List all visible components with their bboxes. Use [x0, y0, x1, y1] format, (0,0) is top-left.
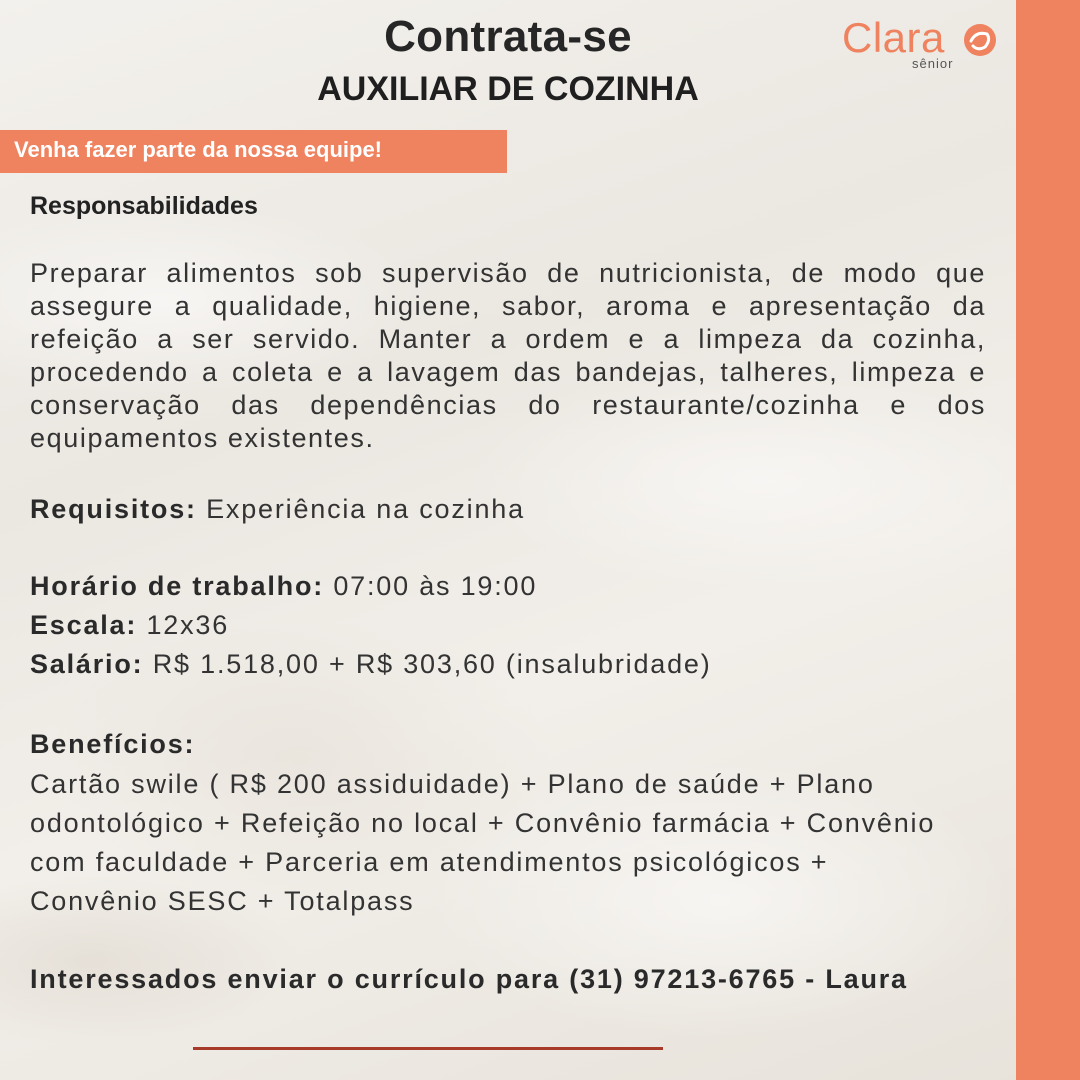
requirements-line [30, 494, 986, 525]
shift-line [30, 610, 986, 641]
benefits-heading: Benefícios: [30, 729, 196, 759]
logo-heart-icon [960, 20, 1000, 60]
responsibilities-text: Preparar alimentos sob supervisão de nutricionista, de modo que assegure a qualidade, higiene, sabor, aroma e apresentação da refeição a ser servido. Manter a ordem e a limpeza da cozinha, procedendo a coleta e a lavagem das bandejas, talheres, limpeza e conservação das dependências do restaurante/cozinha e dos equipamentos existentes. [30, 258, 986, 453]
contact-info: Interessados enviar o currículo para (31) 97213-6765 - Laura [30, 964, 908, 994]
responsibilities-heading: Responsabilidades [30, 192, 258, 220]
benefits-text: Cartão swile ( R$ 200 assiduidade) + Plano de saúde + Plano odontológico + Refeição no local + Convênio farmácia + Convênio com faculdade + Parceria em atendimentos psicológicos + Convênio SESC + Totalpass [30, 769, 936, 916]
logo-wordmark: Clara [842, 14, 945, 61]
shift-label: Escala: [30, 610, 138, 640]
invite-banner: Venha fazer parte da nossa equipe! [0, 130, 507, 173]
requirements-value: Experiência na cozinha [196, 494, 525, 524]
salary-line [30, 649, 986, 680]
logo-subtitle: sênior [912, 56, 954, 71]
schedule-line [30, 571, 986, 602]
requirements-label: Requisitos: [30, 494, 197, 524]
salary-value: R$ 1.518,00 + R$ 303,60 (insalubridade) [143, 649, 712, 679]
schedule-value: 07:00 às 19:00 [324, 571, 538, 601]
job-title: AUXILIAR DE COZINHA [317, 70, 699, 108]
schedule-label: Horário de trabalho: [30, 571, 325, 601]
salary-label: Salário: [30, 649, 144, 679]
clara-senior-logo [842, 14, 1002, 74]
page-title: Contrata-se [384, 12, 632, 61]
bottom-divider [193, 1047, 663, 1050]
side-accent-bar [1016, 0, 1080, 1080]
shift-value: 12x36 [137, 610, 230, 640]
